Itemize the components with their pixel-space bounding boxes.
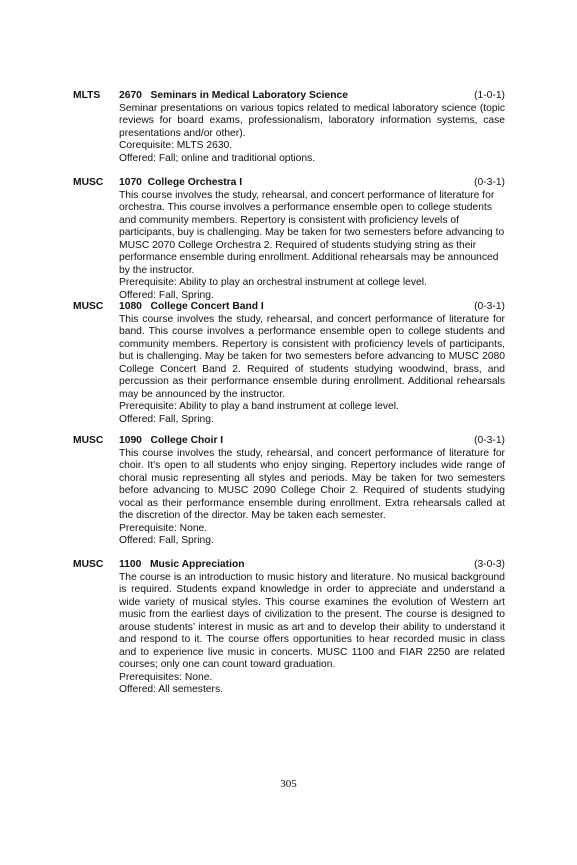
course-department: MUSC xyxy=(73,559,104,570)
course-header xyxy=(119,301,505,314)
course-body xyxy=(119,314,505,427)
course-credits: (0-3-1) xyxy=(474,435,505,446)
course-requisite: Prerequisite: Ability to play a band instrument at college level. xyxy=(119,401,399,412)
course-department: MUSC xyxy=(73,301,104,312)
course-number: 1080 xyxy=(119,301,142,312)
course-requisite: Corequisite: MLTS 2630. xyxy=(119,140,233,151)
course-description: This course involves the study, rehearsal, and concert performance of literature for choir. It’s open to all students who enjoy singing. Repertory includes wide range of choral music representing all styles and periods. May be taken for two semesters before advancing to MUSC 2090 College Choir 2. Required of students studying vocal as their performance ensemble during enrollment. Extra rehearsals called at the discretion of the director. May be taken each semester. xyxy=(119,447,505,521)
course-description: This course involves the study, rehearsal, and concert performance of literature for orchestra. This course involves a performance ensemble open to college students and community members. Repertory is consistent with proficiency levels of participants, buy is challenging. May be taken for two semesters before advancing to MUSC 2070 College Orchestra 2. Required of students studying string as their performance ensemble during enrollment. Additional rehearsals may be announced by the instructor. xyxy=(119,189,505,276)
course-description: The course is an introduction to music history and literature. No musical background is required. Students expand knowledge in order to appreciate and understand a wide variety of musical styles. This course examines the evolution of Western art music from the earliest days of civilization to the present. The course is designed to arouse students’ interest in music as art and to develop their ability to understand it and respond to it. The course offers opportunities to hear recorded music in class and to experience live music in concerts. MUSC 1100 and FIAR 2250 are related courses; only one can count toward graduation. xyxy=(119,571,505,670)
course-offered: Offered: Fall; online and traditional options. xyxy=(119,152,316,164)
course-offered: Offered: Fall, Spring. xyxy=(119,413,214,425)
course-body xyxy=(119,572,505,697)
course-header xyxy=(119,90,505,103)
course-department: MUSC xyxy=(73,177,104,188)
course-title: College Concert Band I xyxy=(150,301,264,312)
course-requisite: Prerequisites: None. xyxy=(119,671,213,683)
course-header xyxy=(119,559,505,572)
course-title: College Choir I xyxy=(150,435,224,446)
course-requisite: Prerequisite: Ability to play an orchestral instrument at college level. xyxy=(119,277,427,288)
course-number: 2670 xyxy=(119,90,142,101)
course-header xyxy=(119,435,505,448)
course-description: Seminar presentations on various topics related to medical laboratory science (topic reviews for board exams, professionalism, laboratory information systems, case presentations and/or other). xyxy=(119,102,505,139)
course-department: MLTS xyxy=(73,90,101,101)
course-offered: Offered: All semesters. xyxy=(119,684,223,695)
course-number: 1070 xyxy=(119,177,142,188)
course-number: 1100 xyxy=(119,559,142,570)
course-credits: (3-0-3) xyxy=(474,559,505,570)
course-description: This course involves the study, rehearsal, and concert performance of literature for band. This course involves a performance ensemble open to college students and community members. Repertory is consistent with proficiency levels of participants, but is challenging. May be taken for two semesters before advancing to MUSC 2080 College Concert Band 2. Required of students studying woodwind, brass, and percussion as their performance ensemble during enrollment. Additional rehearsals may be announced by the instructor. xyxy=(119,313,505,400)
course-credits: (0-3-1) xyxy=(474,177,505,188)
course-body xyxy=(119,190,505,303)
course-title: Music Appreciation xyxy=(149,559,245,570)
course-department: MUSC xyxy=(73,435,104,446)
course-offered: Offered: Fall, Spring. xyxy=(119,535,214,546)
course-body xyxy=(119,448,505,548)
course-credits: (1-0-1) xyxy=(474,90,505,101)
course-title: Seminars in Medical Laboratory Science xyxy=(150,90,348,101)
course-offered: Offered: Fall, Spring. xyxy=(119,289,214,301)
course-title: College Orchestra I xyxy=(147,177,243,188)
course-header xyxy=(119,177,505,190)
course-credits: (0-3-1) xyxy=(474,301,505,312)
course-requisite: Prerequisite: None. xyxy=(119,522,208,534)
course-number: 1090 xyxy=(119,435,142,446)
page-number: 305 xyxy=(280,778,297,790)
course-body xyxy=(119,103,505,166)
